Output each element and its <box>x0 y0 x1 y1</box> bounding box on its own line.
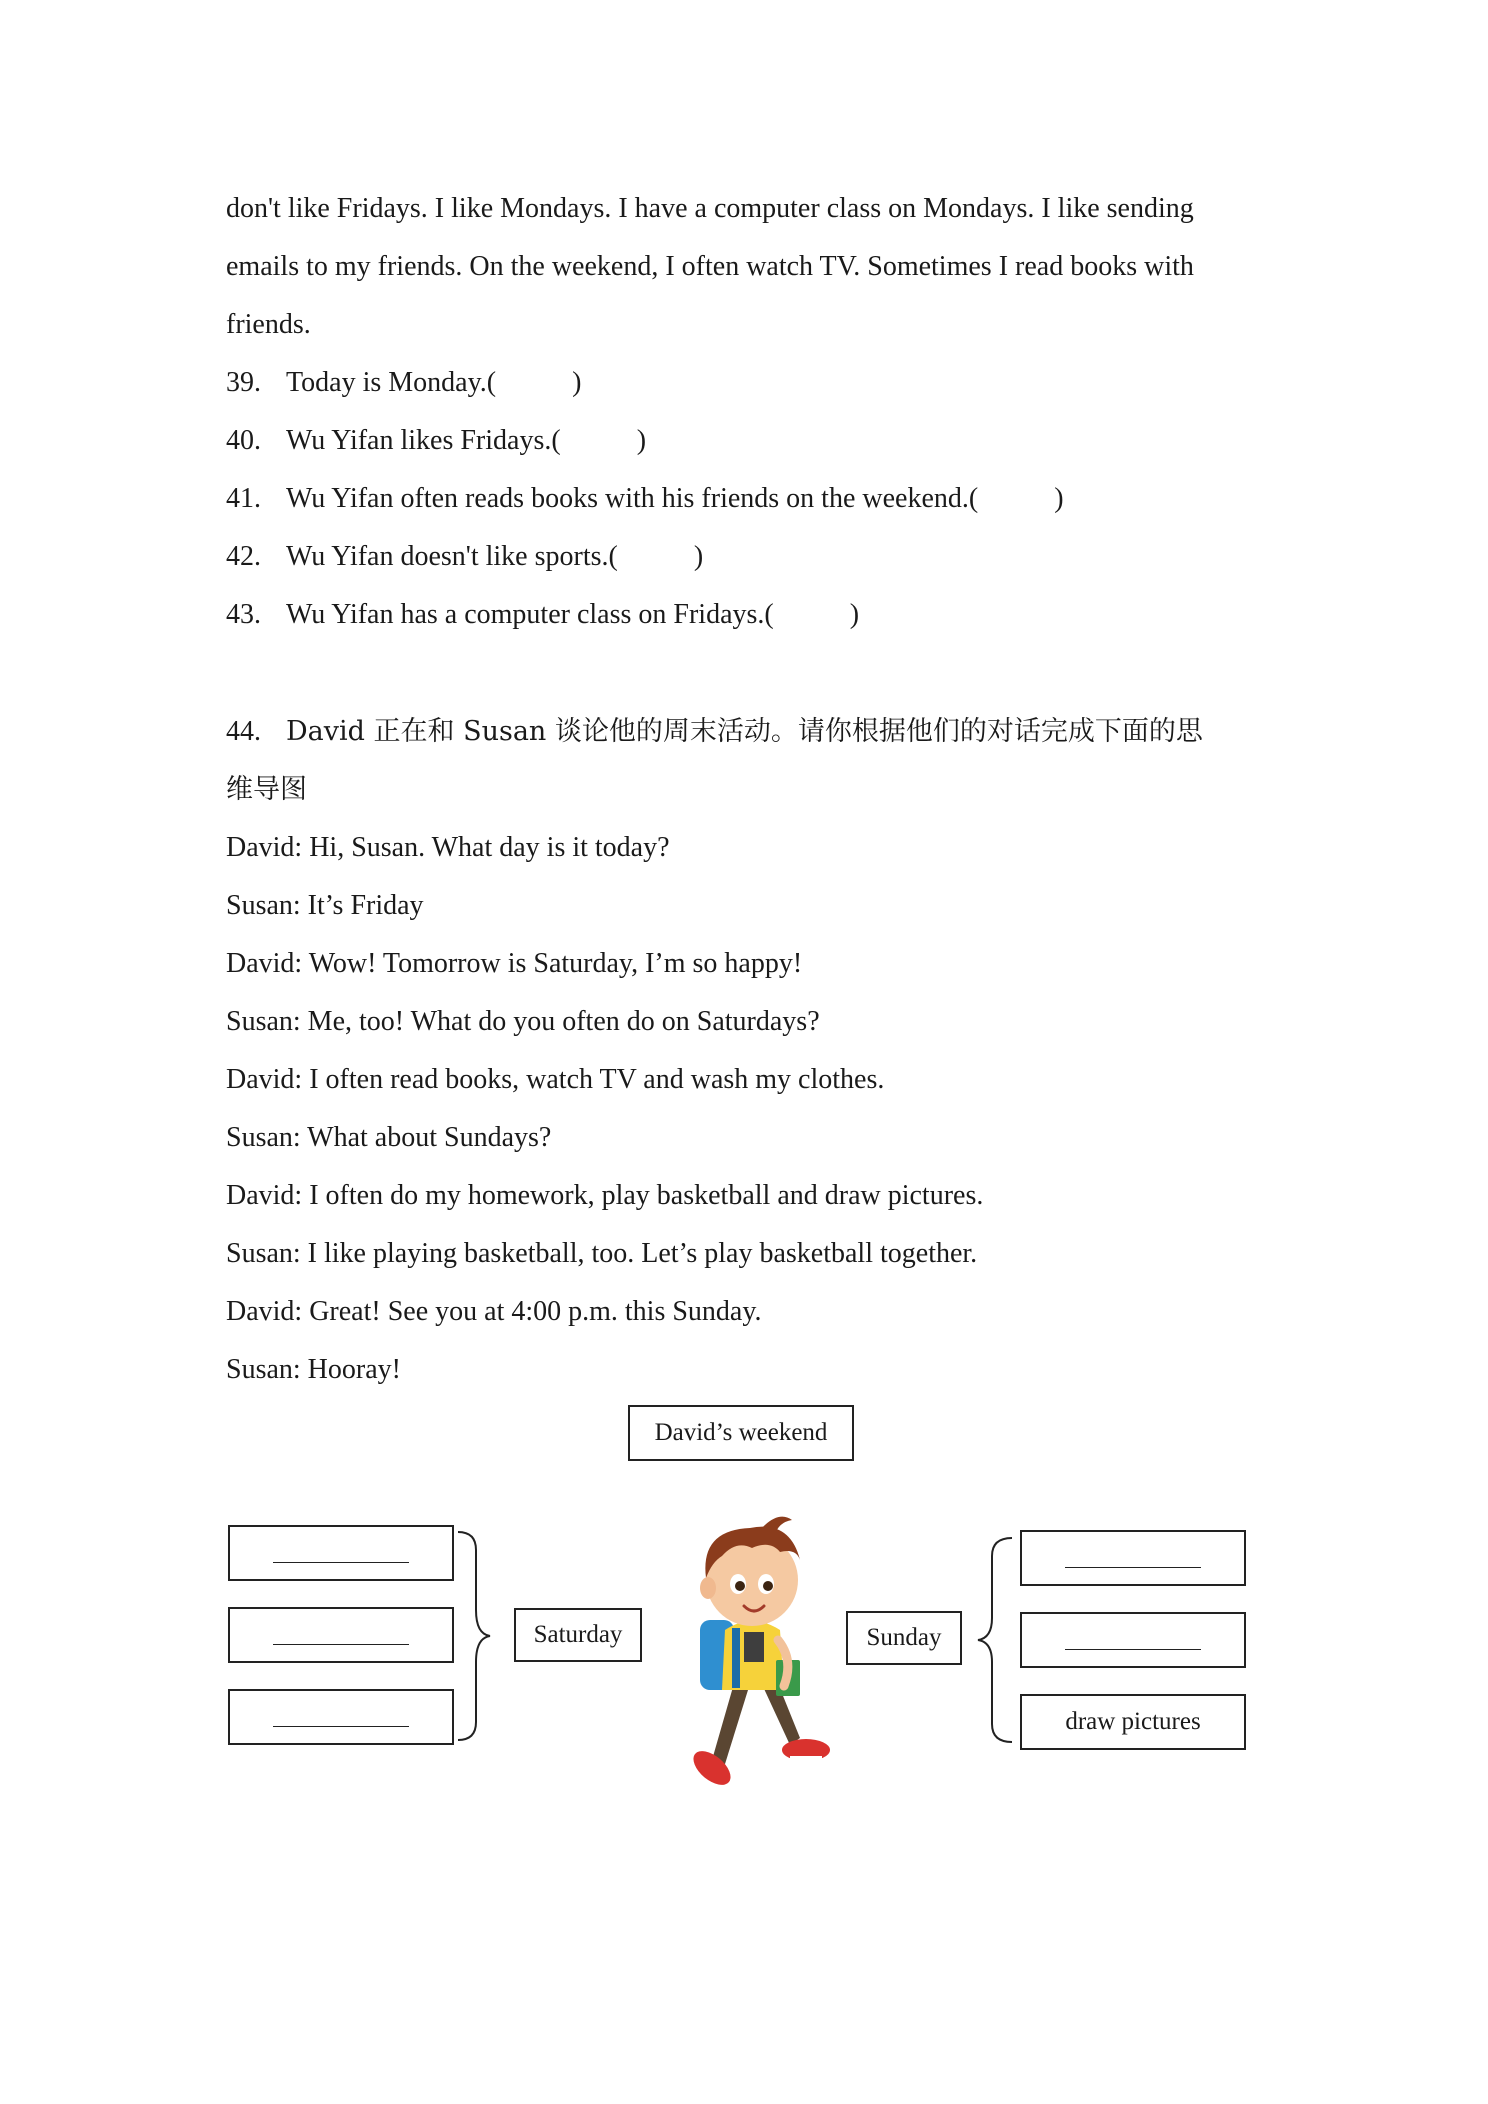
question-close: ) <box>1054 483 1064 514</box>
dialogue-line-2: Susan: It’s Friday <box>226 890 424 921</box>
mindmap-title-box: David’s weekend <box>628 1405 854 1461</box>
question-prompt-text: David 正在和 Susan 谈论他的周末活动。请你根据他们的对话完成下面的思 <box>286 716 1203 747</box>
question-number: 42. <box>226 541 261 572</box>
schoolboy-illustration-icon <box>687 1517 830 1792</box>
question-close: ) <box>636 425 647 456</box>
passage-line-1: don't like Fridays. I like Mondays. I have a computer class on Mondays. I like sending <box>226 193 1194 224</box>
question-text: Today is Monday.( <box>286 367 497 398</box>
question-close: ) <box>849 599 860 630</box>
question-number: 44. <box>226 716 261 747</box>
dialogue-line-6: Susan: What about Sundays? <box>226 1122 552 1153</box>
question-number: 41. <box>226 483 261 514</box>
dialogue-line-10: Susan: Hooray! <box>226 1354 401 1385</box>
question-text: Wu Yifan has a computer class on Fridays.( <box>286 599 774 630</box>
question-44-prompt-cont: 维导图 <box>226 774 307 805</box>
question-number: 43. <box>226 599 261 630</box>
question-close: ) <box>572 367 582 398</box>
sunday-given-box: draw pictures <box>1020 1694 1246 1750</box>
dialogue-line-1: David: Hi, Susan. What day is it today? <box>226 832 670 863</box>
question-text: Wu Yifan likes Fridays.( <box>286 425 561 456</box>
left-brace-icon <box>458 1532 490 1740</box>
passage-line-3: friends. <box>226 309 311 340</box>
question-number: 39. <box>226 367 261 398</box>
dialogue-line-4: Susan: Me, too! What do you often do on Saturdays? <box>226 1006 820 1037</box>
dialogue-line-7: David: I often do my homework, play basketball and draw pictures. <box>226 1180 984 1211</box>
passage-line-2: emails to my friends. On the weekend, I often watch TV. Sometimes I read books with <box>226 251 1194 282</box>
question-close: ) <box>693 541 704 572</box>
saturday-box: Saturday <box>514 1608 642 1662</box>
question-text: Wu Yifan often reads books with his friends on the weekend.( <box>286 483 979 514</box>
sunday-box: Sunday <box>846 1611 962 1665</box>
right-brace-icon <box>978 1538 1012 1742</box>
question-number: 40. <box>226 425 261 456</box>
dialogue-line-3: David: Wow! Tomorrow is Saturday, I’m so happy! <box>226 948 803 979</box>
question-text: Wu Yifan doesn't like sports.( <box>286 541 618 572</box>
dialogue-line-5: David: I often read books, watch TV and wash my clothes. <box>226 1064 885 1095</box>
dialogue-line-8: Susan: I like playing basketball, too. Let’s play basketball together. <box>226 1238 978 1269</box>
dialogue-line-9: David: Great! See you at 4:00 p.m. this Sunday. <box>226 1296 762 1327</box>
